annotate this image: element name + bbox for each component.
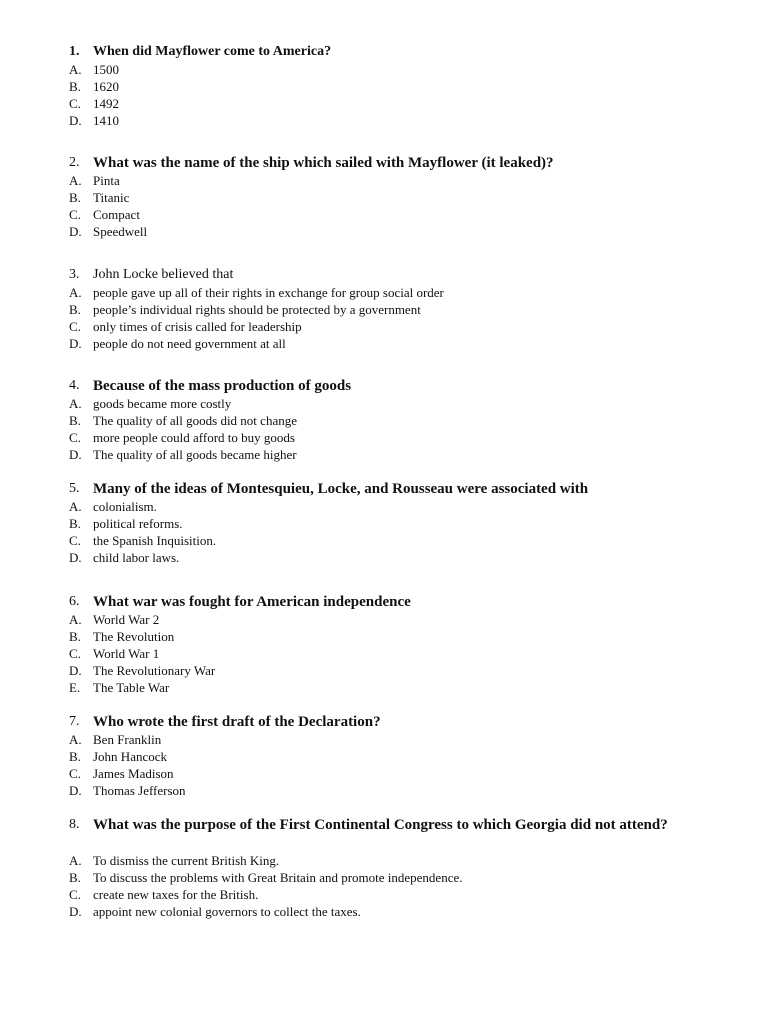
option-letter: A. <box>69 732 82 747</box>
answer-option <box>0 645 768 662</box>
option-text: more people could afford to buy goods <box>93 430 295 445</box>
question-number: 5. <box>69 481 80 496</box>
question-number: 7. <box>69 714 80 729</box>
answer-option <box>0 446 768 463</box>
answer-option <box>0 903 768 920</box>
option-letter: D. <box>69 783 82 798</box>
answer-option <box>0 869 768 886</box>
option-text: The quality of all goods became higher <box>93 447 297 462</box>
option-letter: B. <box>69 870 81 885</box>
option-letter: A. <box>69 499 82 514</box>
option-letter: D. <box>69 550 82 565</box>
option-text: political reforms. <box>93 516 183 531</box>
answer-option <box>0 498 768 515</box>
question-number: 6. <box>69 594 80 609</box>
option-letter: C. <box>69 887 81 902</box>
answer-option <box>0 206 768 223</box>
question-2 <box>0 154 768 240</box>
answer-option <box>0 662 768 679</box>
answer-option <box>0 412 768 429</box>
option-letter: D. <box>69 447 82 462</box>
question-number: 2. <box>69 155 80 170</box>
option-text: 1492 <box>93 96 119 111</box>
answer-option <box>0 95 768 112</box>
option-text: goods became more costly <box>93 396 232 411</box>
option-text: Speedwell <box>93 224 148 239</box>
option-letter: D. <box>69 904 82 919</box>
question-8 <box>0 816 768 920</box>
option-text: World War 1 <box>93 646 160 661</box>
option-letter: B. <box>69 190 81 205</box>
option-letter: B. <box>69 629 81 644</box>
option-letter: B. <box>69 516 81 531</box>
answer-option <box>0 189 768 206</box>
answer-option <box>0 679 768 696</box>
option-letter: C. <box>69 319 81 334</box>
option-text: child labor laws. <box>93 550 180 565</box>
option-letter: D. <box>69 663 82 678</box>
question-5 <box>0 480 768 566</box>
option-text: colonialism. <box>93 499 157 514</box>
option-text: James Madison <box>93 766 174 781</box>
answer-option <box>0 172 768 189</box>
option-text: Titanic <box>93 190 130 205</box>
option-letter: C. <box>69 646 81 661</box>
answer-option <box>0 611 768 628</box>
question-1 <box>0 43 768 129</box>
question-text: What war was fought for American independence <box>93 594 411 610</box>
option-text: Compact <box>93 207 140 222</box>
option-text: The quality of all goods did not change <box>93 413 297 428</box>
question-6 <box>0 593 768 696</box>
answer-option <box>0 731 768 748</box>
answer-option <box>0 549 768 566</box>
option-text: Pinta <box>93 173 120 188</box>
answer-option <box>0 748 768 765</box>
option-text: John Hancock <box>93 749 168 764</box>
question-number: 4. <box>69 378 80 393</box>
question-text: Because of the mass production of goods <box>93 378 352 394</box>
option-text: Thomas Jefferson <box>93 783 186 798</box>
option-letter: E. <box>69 680 81 695</box>
option-text: To dismiss the current British King. <box>93 853 280 868</box>
answer-option <box>0 852 768 869</box>
option-text: The Table War <box>93 680 170 695</box>
answer-option <box>0 301 768 318</box>
question-text: John Locke believed that <box>93 267 234 282</box>
option-letter: A. <box>69 853 82 868</box>
option-letter: C. <box>69 207 81 222</box>
option-text: The Revolution <box>93 629 175 644</box>
option-letter: A. <box>69 612 82 627</box>
option-letter: C. <box>69 430 81 445</box>
option-letter: A. <box>69 173 82 188</box>
option-text: people’s individual rights should be protected by a government <box>93 302 421 317</box>
option-text: 1410 <box>93 113 119 128</box>
question-text: Many of the ideas of Montesquieu, Locke, and Rousseau were associated with <box>93 481 589 497</box>
question-3 <box>0 266 768 352</box>
answer-option <box>0 782 768 799</box>
option-letter: A. <box>69 62 82 77</box>
answer-option <box>0 335 768 352</box>
option-letter: B. <box>69 79 81 94</box>
option-text: only times of crisis called for leadership <box>93 319 302 334</box>
answer-option <box>0 112 768 129</box>
answer-option <box>0 395 768 412</box>
question-number: 1. <box>69 44 80 59</box>
answer-option <box>0 223 768 240</box>
answer-option <box>0 318 768 335</box>
question-text: Who wrote the first draft of the Declaration? <box>93 714 381 730</box>
question-7 <box>0 713 768 799</box>
option-letter: C. <box>69 96 81 111</box>
option-letter: C. <box>69 533 81 548</box>
answer-option <box>0 78 768 95</box>
answer-option <box>0 765 768 782</box>
option-text: Ben Franklin <box>93 732 162 747</box>
option-letter: D. <box>69 113 82 128</box>
option-text: people do not need government at all <box>93 336 286 351</box>
option-text: appoint new colonial governors to collect the taxes. <box>93 904 361 919</box>
option-text: the Spanish Inquisition. <box>93 533 217 548</box>
option-letter: B. <box>69 302 81 317</box>
question-number: 3. <box>69 267 80 282</box>
option-text: create new taxes for the British. <box>93 887 259 902</box>
question-text: What was the purpose of the First Continental Congress to which Georgia did not attend? <box>93 817 668 833</box>
answer-option <box>0 61 768 78</box>
option-letter: B. <box>69 413 81 428</box>
option-letter: D. <box>69 336 82 351</box>
answer-option <box>0 515 768 532</box>
option-text: To discuss the problems with Great Britain and promote independence. <box>93 870 463 885</box>
option-text: 1500 <box>93 62 119 77</box>
option-letter: B. <box>69 749 81 764</box>
option-text: The Revolutionary War <box>93 663 216 678</box>
answer-option <box>0 532 768 549</box>
option-text: people gave up all of their rights in exchange for group social order <box>93 285 444 300</box>
option-text: World War 2 <box>93 612 160 627</box>
option-letter: D. <box>69 224 82 239</box>
option-letter: A. <box>69 396 82 411</box>
option-letter: C. <box>69 766 81 781</box>
answer-option <box>0 886 768 903</box>
option-text: 1620 <box>93 79 119 94</box>
answer-option <box>0 429 768 446</box>
answer-option <box>0 284 768 301</box>
answer-option <box>0 628 768 645</box>
question-number: 8. <box>69 817 80 832</box>
question-text: When did Mayflower come to America? <box>93 44 332 59</box>
question-4 <box>0 377 768 463</box>
question-text: What was the name of the ship which sailed with Mayflower (it leaked)? <box>93 155 554 171</box>
option-letter: A. <box>69 285 82 300</box>
